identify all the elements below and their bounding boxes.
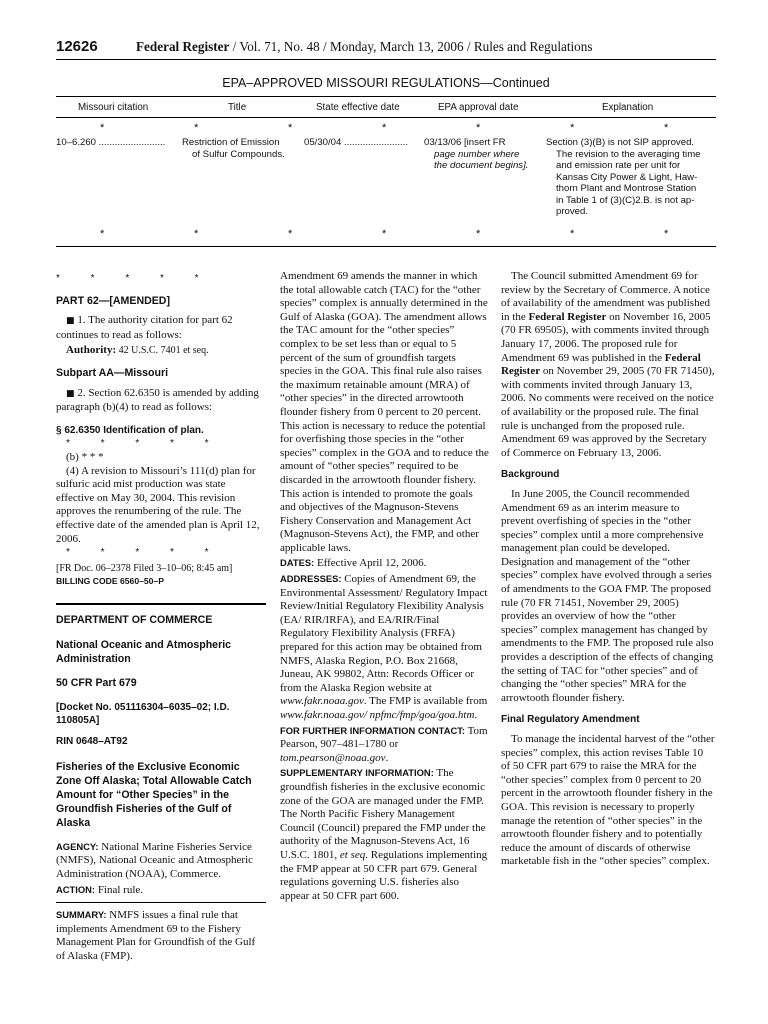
addresses-label: ADDRESSES: <box>280 573 342 585</box>
council-paragraph <box>501 270 715 460</box>
expl-line: thorn Plant and Montrose Station <box>556 183 697 194</box>
column-3 <box>501 270 715 869</box>
ellipsis-star: * <box>570 122 575 134</box>
authority-label: Authority: <box>66 344 117 357</box>
square-bullet-icon: ■ <box>66 316 78 327</box>
amend-text: 2. Section 62.6350 is amended by adding paragraph (b)(4) to read as follows: <box>56 386 259 414</box>
paragraph-4: (4) A revision to Missouri’s 111(d) plan for sulfuric acid mist production was state effective on May 30, 2004. This revision approves the renumbering of the rule. The effective date of the amended plan is April 12, 2006. <box>56 464 260 545</box>
contact-label: FOR FURTHER INFORMATION CONTACT: <box>280 724 466 736</box>
cell-epa-line: the document begins]. <box>434 160 529 171</box>
action-section <box>56 883 266 898</box>
final-amendment-heading: Final Regulatory Amendment <box>501 714 640 726</box>
expl-line: proved. <box>556 206 588 217</box>
contact-section: FOR FURTHER INFORMATION CONTACT: Tom Pearson, 907–481–1780 or tom.pearson@noaa.gov. <box>280 724 488 764</box>
table-title: EPA–APPROVED MISSOURI REGULATIONS—Continued <box>222 76 550 90</box>
cell-state-date: 05/30/04 ........................ <box>304 137 408 148</box>
fr-doc-line: [FR Doc. 06–2378 Filed 3–10–06; 8:45 am] <box>56 562 233 574</box>
dates-section <box>280 556 490 571</box>
ellipsis-star: * <box>664 122 669 134</box>
agency-text: National Marine Fisheries Service (NMFS), National Oceanic and Atmospheric Administration (NOAA), Commerce. <box>56 840 254 880</box>
ellipsis-star: * <box>664 228 669 240</box>
subpart-heading: Subpart AA—Missouri <box>56 366 169 379</box>
regulations-table <box>56 76 716 246</box>
action-label: ACTION: <box>56 884 96 896</box>
column-1 <box>56 270 266 963</box>
summary-section <box>56 908 266 963</box>
department-heading: DEPARTMENT OF COMMERCE <box>56 613 213 626</box>
cell-title-line: Restriction of Emission <box>182 137 280 148</box>
running-header <box>56 38 716 60</box>
square-bullet-icon: ■ <box>66 388 78 399</box>
col-header-title: Title <box>228 102 247 113</box>
section-rule <box>56 902 266 903</box>
amendatory-instruction <box>56 314 266 342</box>
rin-number: RIN 0648–AT92 <box>56 736 128 748</box>
addresses-text: . The FMP is available from <box>363 695 488 708</box>
cell-explanation <box>546 137 716 218</box>
ellipsis-star: * <box>382 228 387 240</box>
amendatory-instruction <box>56 387 266 415</box>
table-body <box>56 118 716 246</box>
cfr-part: 50 CFR Part 679 <box>56 677 137 690</box>
column-2 <box>280 270 490 903</box>
supplementary-text: . Regulations implementing the FMP appear at 50 CFR part 679. General regulations governing U.S. fisheries also appear at 50 CFR part 600. <box>280 848 488 902</box>
issue-info: / Vol. 71, No. 48 / Monday, March 13, 2006 / Rules and Regulations <box>229 39 593 54</box>
section-heading: § 62.6350 Identification of plan. <box>56 424 204 436</box>
col-header-epa-date: EPA approval date <box>438 102 519 113</box>
supplementary-italic: et seq <box>339 848 366 861</box>
col-header-state-date: State effective date <box>316 102 400 113</box>
cell-citation: 10–6.260 ......................... <box>56 137 166 148</box>
dates-label: DATES: <box>280 557 315 569</box>
ellipsis-star: * <box>476 122 481 134</box>
agency-heading: National Oceanic and Atmospheric Administration <box>56 639 232 666</box>
table-header-row <box>56 96 716 118</box>
paragraph-b: (b) * * * <box>66 450 104 463</box>
billing-code: BILLING CODE 6560–50–P <box>56 576 164 587</box>
ellipsis-star: * <box>288 228 293 240</box>
body-text: on November 29, 2005 (70 FR 71450), with comments invited through January 13, 2006. No comments were received on the notice of availability or the proposed rule. The final rule is unchanged from the proposed rule. Amendment 69 was approved by the Secretary of Commerce on February 13, 2006. <box>501 365 715 459</box>
ellipsis-star: * <box>194 122 199 134</box>
federal-register-ref: Federal Register <box>528 310 607 323</box>
running-head <box>136 39 593 55</box>
federal-register-ref: Federal Register <box>501 351 701 378</box>
part-heading: PART 62—[AMENDED] <box>56 294 170 307</box>
cell-title <box>182 137 294 160</box>
ellipsis-star: * <box>570 228 575 240</box>
expl-line: in Table 1 of (3)(C)2.B. is not ap- <box>556 194 695 206</box>
body-text: on November 16, 2005 (70 FR 69505), with comments invited through January 17, 2006. The proposed rule for Amendment 69 was published in the <box>501 310 711 364</box>
background-heading: Background <box>501 469 560 481</box>
body-text: The Council submitted Amendment 69 for review by the Secretary of Commerce. A notice of availability of the amendment was published in the <box>501 270 710 323</box>
ellipsis-star: * <box>194 228 199 240</box>
addresses-section <box>280 572 490 723</box>
dates-text: Effective April 12, 2006. <box>314 557 427 570</box>
background-paragraph: In June 2005, the Council recommended Amendment 69 as an interim measure to prevent overfishing of species in the “other species” complex until a more comprehensive management plan could be developed. Designation and management of the “other species” complex have evolved through a series of amendments to the GOA FMP. The proposed rule (70 FR 71451, November 29, 2005) provides an overview of how the “other species” complex management has changed by amendments to the FMP. The proposed rule also provides a description of the effects of changing the setting of TAC for “other species” and of changing the “other species” MRA for the arrowtooth flounder fishery. <box>501 487 714 704</box>
action-text: Final rule. <box>95 884 144 897</box>
col-header-explanation: Explanation <box>602 102 654 113</box>
fmp-link[interactable]: www.fakr.noaa.gov/ npfmc/fmp/goa/goa.htm <box>280 709 475 721</box>
authority-text: 42 U.S.C. 7401 et seq. <box>116 345 209 357</box>
final-amendment-paragraph: To manage the incidental harvest of the “other species” complex, this action revises Table 10 of 50 CFR part 679 to raise the MRA for the “other species” complex from 0 percent to 20 percent in the arrowtooth flounder fishery in the GOA. This revision is necessary to properly manage the retention of “other species” in the arrowtooth flounder fishery and to potentially reduce the amount of discards of otherwise marketable fish in the “other species” complex. <box>501 733 715 868</box>
expl-line: and emission rate per unit for <box>556 160 681 171</box>
ellipsis-star: * <box>382 122 387 134</box>
docket-number: [Docket No. 051116304–6035–02; I.D. 110805A] <box>56 702 230 727</box>
contact-text: Tom Pearson, 907–481–1780 or <box>280 724 488 751</box>
addresses-text: . <box>474 709 478 721</box>
ellipsis-star: * <box>476 228 481 240</box>
cell-title-line: of Sulfur Compounds. <box>192 148 285 160</box>
document-separator <box>56 603 266 605</box>
cell-epa-date <box>424 137 542 172</box>
table-bottom-rule <box>56 246 716 247</box>
contact-email[interactable]: tom.pearson@noaa.gov <box>280 751 386 764</box>
website-link[interactable]: www.fakr.noaa.gov <box>280 695 364 708</box>
summary-text: NMFS issues a final rule that implements Amendment 69 to the Fishery Management Plan for Groundfish of the Gulf of Alaska (FMP). <box>56 909 256 962</box>
summary-continued: Amendment 69 amends the manner in which the total allowable catch (TAC) for the “other species” complex is annually determined in the Gulf of Alaska (GOA). The amendment allows the TAC amount for the “other species” complex to be set less than or equal to 5 percent of the sum of groundfish targets species in the GOA. This final rule also raises the maximum retainable amount (MRA) of “other species” in the directed arrowtooth flounder fishery from 0 percent to 20 percent. This action is necessary to reduce the potential for overfishing those species in the “other species” complex in the GOA and to reduce the amount of “other species” required to be discarded in the arrowtooth flounder fishery. This action is intended to promote the goals and objectives of the Magnuson-Stevens Fishery Conservation and Management Act (Magnuson-Stevens Act), the FMP, and other applicable laws. <box>280 270 489 554</box>
authority-citation <box>56 344 266 358</box>
rule-title: Fisheries of the Exclusive Economic Zone Off Alaska; Total Allowable Catch Amount for “Other Species” in the Groundfish Fisheries of the Gulf of Alaska <box>56 760 252 829</box>
addresses-text: Copies of Amendment 69, the Environmental Assessment/ Regulatory Impact Review/Initial Regulatory Flexibility Analysis (EA/ RIR/IRFA), and EA/RIR/Final Regulatory Flexibility Analysis (FRFA) prepared for this action may be obtained from NMFS, Alaska Region, P.O. Box 21668, Juneau, AK 99802, Attn: Records Officer or from the Alaska Region website at <box>280 573 488 694</box>
expl-line: The revision to the averaging time <box>556 148 701 160</box>
journal-name: Federal Register <box>136 39 230 54</box>
supplementary-section <box>280 766 490 903</box>
agency-section <box>56 840 266 882</box>
cell-epa-line: 03/13/06 [insert FR <box>424 137 506 148</box>
summary-label: SUMMARY: <box>56 909 107 921</box>
agency-label: AGENCY: <box>56 840 99 852</box>
expl-line: Section (3)(B) is not SIP approved. <box>546 137 695 148</box>
ellipsis-star: * <box>288 122 293 134</box>
supplementary-text: The groundfish fisheries in the exclusive economic zone of the GOA are managed under the FMP. The North Pacific Fishery Management Council (Council) prepared the FMP under the authority of the Magnuson-Stevens Act, 16 U.S.C. 1801, <box>280 767 486 861</box>
expl-line: Kansas City Power & Light, Haw- <box>556 171 698 183</box>
stars-separator: * * * * * <box>66 438 223 450</box>
stars-separator: * * * * * <box>66 547 223 559</box>
ellipsis-star: * <box>100 228 105 240</box>
cell-epa-line: page number where <box>434 148 520 160</box>
supplementary-label: SUPPLEMENTARY INFORMATION: <box>280 767 434 779</box>
ellipsis-star: * <box>100 122 105 134</box>
page-number: 12626 <box>56 38 98 55</box>
stars-separator: * * * * * <box>56 273 213 284</box>
amend-text: 1. The authority citation for part 62 continues to read as follows: <box>56 314 233 341</box>
col-header-citation: Missouri citation <box>78 102 149 113</box>
